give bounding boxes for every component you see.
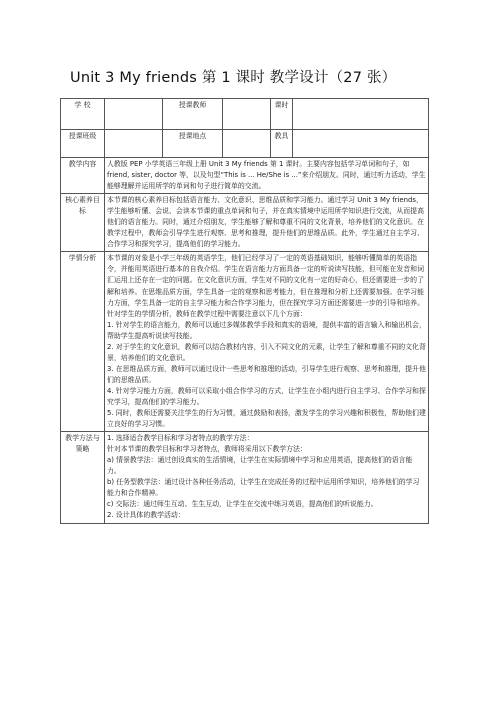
school-label: 学 校 — [61, 99, 105, 130]
content-label: 教学内容 — [61, 158, 105, 194]
methods-paragraph: b) 任务型教学法：通过设计各种任务活动，让学生在完成任务的过程中运用所学知识，培养他们的学习能力和合作精神。 — [107, 478, 420, 498]
location-value — [223, 130, 271, 158]
location-label: 授课地点 — [163, 130, 223, 158]
analysis-paragraph: 5. 同时，教师还需要关注学生的行为习惯，通过鼓励和表扬，激发学生的学习兴趣和积极性，帮助他们建立良好的学习习惯。 — [107, 409, 426, 429]
methods-label: 教学方法与策略 — [61, 432, 105, 523]
methods-paragraph: 2. 设计具体的教学活动： — [107, 511, 185, 520]
tools-label: 教具 — [271, 130, 293, 158]
methods-paragraph: 针对本节课的教学目标和学习者特点，教师将采用以下教学方法： — [107, 445, 307, 454]
class-value — [105, 130, 163, 158]
content-text: 人教版 PEP 小学英语三年级上册 Unit 3 My friends 第 1 课时。主要内容包括学习单词和句子，如 friend, sister, doctor 等，以及句型“This is ... He/She is ...”来介绍朋友。同时，通过听力活动，学生能够理解并运用所学的单词和句子进行简单的交流。 — [105, 158, 429, 194]
page-title: Unit 3 My friends 第 1 课时 教学设计（27 张） — [70, 70, 397, 86]
tools-value — [293, 130, 429, 158]
analysis-paragraph: 1. 针对学生的语言能力，教师可以通过多媒体教学手段和真实的语境，提供丰富的语言输入和输出机会，帮助学生提高听说读写技能。 — [107, 320, 426, 340]
lesson-plan-table — [60, 98, 429, 524]
analysis-paragraph: 3. 在思维品质方面，教师可以通过设计一些思考和推理的活动，引导学生进行观察、思考和推理，提升他们的思维品质。 — [107, 364, 426, 384]
analysis-paragraph: 4. 针对学习能力方面，教师可以采取小组合作学习的方式，让学生在小组内进行自主学习、合作学习和探究学习，提高他们的学习能力。 — [107, 386, 426, 406]
analysis-paragraph: 针对学生的学情分析，教师在教学过程中需要注意以下几个方面： — [107, 309, 307, 318]
analysis-paragraph: 2. 对于学生的文化意识，教师可以结合教材内容，引入不同文化的元素，让学生了解和尊重不同的文化背景，培养他们的文化意识。 — [107, 342, 426, 362]
school-value — [105, 99, 163, 130]
literacy-text: 本节课的核心素养目标包括语言能力、文化意识、思维品质和学习能力。通过学习 Unit 3 My friends，学生能够听懂、会说、会读本节课的重点单词和句子，并在真实情境中运用所学知识进行交流，从而提高他们的语言能力。同时，通过介绍朋友，学生能够了解和尊重不同的文化背景，培养他们的文化意识。在教学过程中，教师会引导学生进行观察、思考和推理，提升他们的思维品质。此外，学生通过自主学习、合作学习和探究学习，提高他们的学习能力。 — [105, 194, 429, 252]
teacher-label: 授课教师 — [163, 99, 223, 130]
methods-paragraph: 1. 选择适合教学目标和学习者特点的教学方法： — [107, 434, 254, 443]
header-row-1 — [61, 99, 429, 130]
analysis-label: 学情分析 — [61, 252, 105, 432]
analysis-row — [61, 252, 429, 432]
analysis-paragraph: 本节课的对象是小学三年级的英语学生，他们已经学习了一定的英语基础知识，能够听懂简单的英语指令，并能用英语进行基本的自我介绍。学生在语言能力方面具备一定的听说读写技能，但可能在发音和词汇运用上还存在一定的问题。在文化意识方面，学生对不同的文化有一定的好奇心，但还需要进一步的了解和培养。在思维品质方面，学生具备一定的观察和思考能力，但在推理和分析上还需要加强。在学习能力方面，学生具备一定的自主学习能力和合作学习能力，但在探究学习方面还需要进一步的引导和培养。 — [107, 254, 424, 307]
literacy-label: 核心素养目标 — [61, 194, 105, 252]
header-row-2 — [61, 130, 429, 158]
methods-text — [105, 432, 429, 523]
methods-paragraph: a) 情景教学法：通过创设真实的生活情境，让学生在实际情境中学习和应用英语，提高他们的语言能力。 — [107, 456, 413, 476]
analysis-text — [105, 252, 429, 432]
hours-value — [293, 99, 429, 130]
teacher-value — [223, 99, 271, 130]
methods-row — [61, 432, 429, 523]
methods-paragraph: c) 交际法：通过师生互动、生生互动，让学生在交流中练习英语，提高他们的听说能力。 — [107, 500, 378, 509]
content-row — [61, 158, 429, 194]
literacy-row — [61, 194, 429, 252]
class-label: 授课班级 — [61, 130, 105, 158]
hours-label: 课时 — [271, 99, 293, 130]
